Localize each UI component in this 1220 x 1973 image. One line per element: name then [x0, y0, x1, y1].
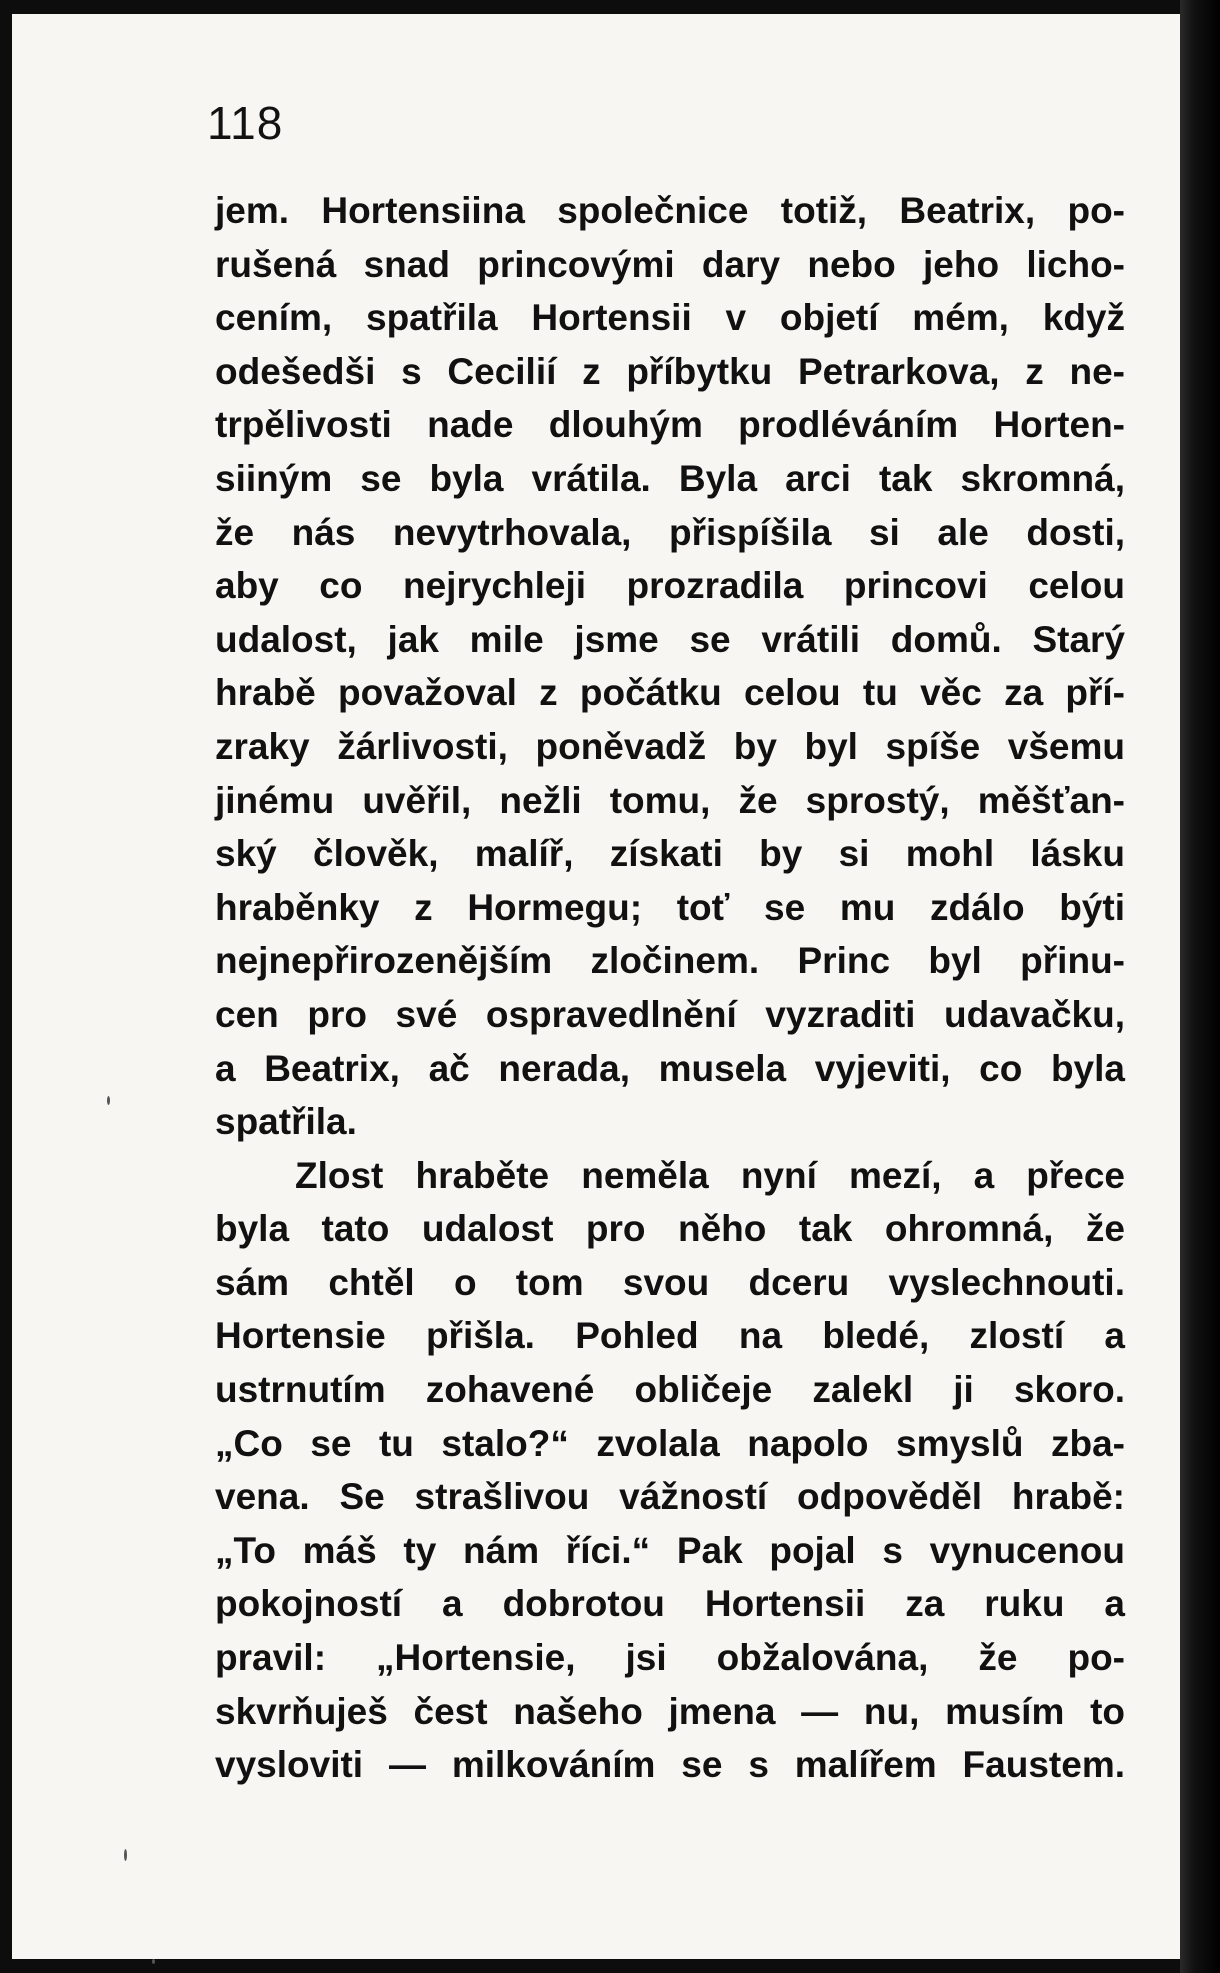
paragraph-2 [215, 1149, 1125, 1792]
text-line: vysloviti — milkováním se s malířem Faustem. [215, 1744, 1125, 1786]
text-line: ský člověk, malíř, získati by si mohl lásku [215, 833, 1125, 875]
text-line: spatřila. [215, 1101, 357, 1143]
text-line: cen pro své ospravedlnění vyzraditi udavačku, [215, 993, 1125, 1035]
text-line: pokojností a dobrotou Hortensii za ruku a [215, 1583, 1125, 1625]
text-line: jem. Hortensiina společnice totiž, Beatrix, po- [215, 190, 1125, 231]
text-line: Zlost hraběte neměla nyní mezí, a přece [295, 1154, 1125, 1196]
book-page [12, 14, 1180, 1959]
text-line: hrabě považoval z počátku celou tu věc za pří- [215, 672, 1125, 714]
page-number: 118 [207, 97, 284, 149]
ink-speck [124, 1849, 127, 1861]
text-line: jinému uvěřil, nežli tomu, že sprostý, měšťan- [215, 779, 1125, 821]
text-line: ustrnutím zohavené obličeje zalekl ji skoro. [215, 1369, 1125, 1411]
text-line: udalost, jak mile jsme se vrátili domů. Starý [215, 618, 1125, 660]
text-line: „To máš ty nám říci.“ Pak pojal s vynucenou [215, 1529, 1125, 1571]
text-line: nejnepřirozenějším zločinem. Princ byl přinu- [215, 940, 1125, 982]
text-line: a Beatrix, ač nerada, musela vyjeviti, co byla [215, 1047, 1125, 1089]
ink-speck [107, 1096, 110, 1105]
text-line: skvrňuješ čest našeho jmena — nu, musím to [215, 1690, 1125, 1732]
text-line: Hortensie přišla. Pohled na bledé, zlostí a [215, 1315, 1125, 1357]
ink-speck [152, 1959, 155, 1964]
text-line: hraběnky z Hormegu; toť se mu zdálo býti [215, 886, 1125, 928]
text-line: pravil: „Hortensie, jsi obžalována, že po- [215, 1637, 1125, 1679]
text-line: že nás nevytrhovala, přispíšila si ale dosti, [215, 511, 1125, 553]
text-line: rušená snad princovými dary nebo jeho licho- [215, 243, 1125, 285]
body-text [215, 184, 1125, 1792]
text-line: vena. Se strašlivou vážností odpověděl hrabě: [215, 1476, 1125, 1518]
text-line: sám chtěl o tom svou dceru vyslechnouti. [215, 1261, 1125, 1303]
text-line: „Co se tu stalo?“ zvolala napolo smyslů zba- [215, 1422, 1125, 1464]
text-line: zraky žárlivosti, poněvadž by byl spíše všemu [215, 725, 1125, 767]
text-line: byla tato udalost pro něho tak ohromná, že [215, 1208, 1125, 1250]
text-line: trpělivosti nade dlouhým prodléváním Horten- [215, 404, 1125, 446]
text-line: cením, spatřila Hortensii v objetí mém, když [215, 297, 1125, 339]
page-shadow-edge [1180, 0, 1220, 1973]
text-line: odešedši s Cecilií z příbytku Petrarkova, z ne- [215, 350, 1125, 392]
text-line: aby co nejrychleji prozradila princovi celou [215, 565, 1125, 607]
text-line: siiným se byla vrátila. Byla arci tak skromná, [215, 457, 1125, 499]
paragraph-1 [215, 184, 1125, 1149]
